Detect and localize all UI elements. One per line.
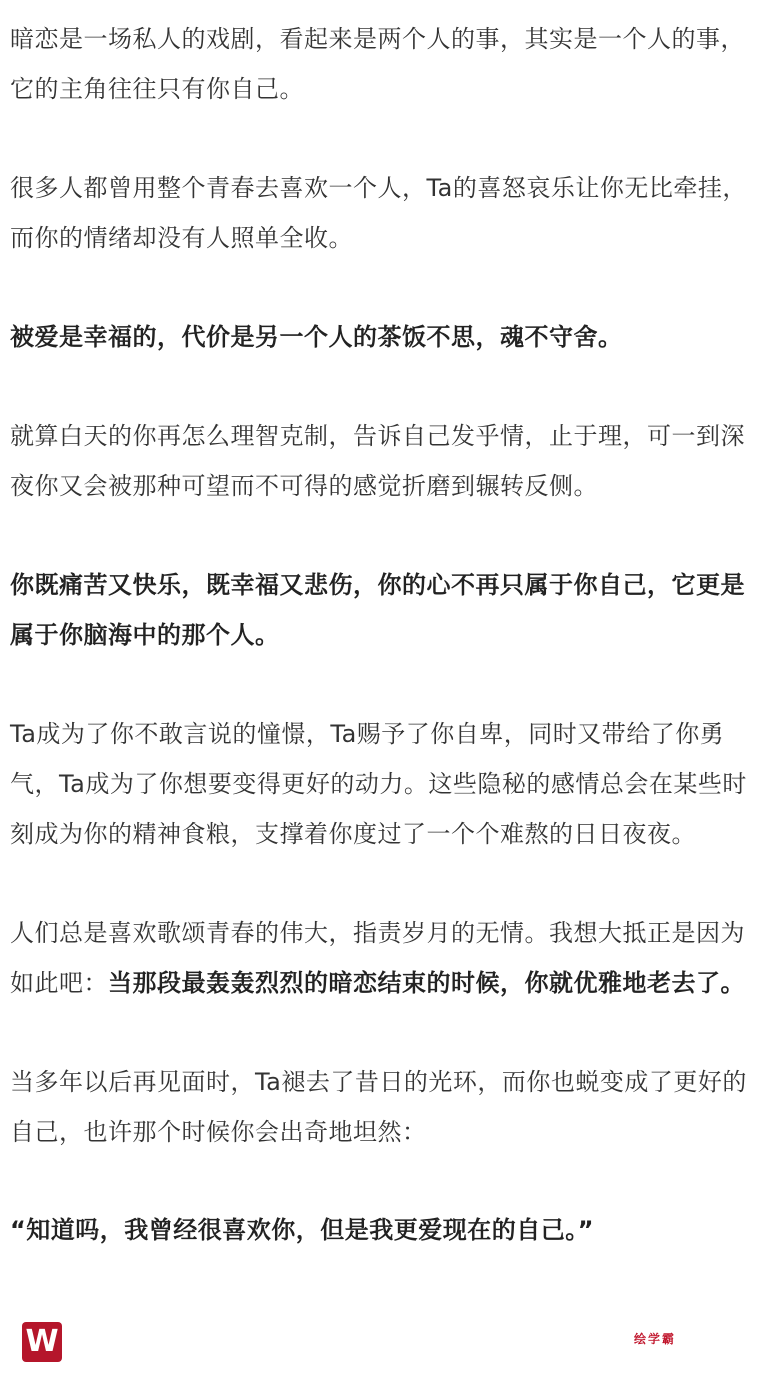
paragraph-spacer — [10, 1008, 762, 1057]
watermark-text: 绘学霸 — [634, 1332, 677, 1346]
paragraph-spacer — [10, 1157, 762, 1205]
paragraph-8: 当多年以后再见面时，Ta褪去了昔日的光环，而你也蜕变成了更好的自己，也许那个时候你会出奇地坦然： — [10, 1068, 747, 1146]
paragraph-spacer — [10, 859, 762, 908]
paragraph-6: Ta成为了你不敢言说的憧憬，Ta赐予了你自卑，同时又带给了你勇气，Ta成为了你想要变得更好的动力。这些隐秘的感情总会在某些时刻成为你的精神食粮，支撑着你度过了一个个难熬的日日夜夜。 — [10, 720, 747, 848]
paragraph-9-quote: “知道吗，我曾经很喜欢你，但是我更爱现在的自己。” — [10, 1216, 595, 1244]
watermark-logo-icon: W — [22, 1322, 62, 1362]
paragraph-spacer — [10, 362, 762, 411]
paragraph-7-normal-text: 人们总是喜欢歌颂青春的伟大，指责岁月的无情。我想大抵正是因为如此吧： — [10, 919, 745, 997]
paragraph-2: 很多人都曾用整个青春去喜欢一个人，Ta的喜怒哀乐让你无比牵挂，而你的情绪却没有人照单全收。 — [10, 174, 747, 252]
article-body — [10, 14, 762, 1255]
paragraph-spacer — [10, 263, 762, 312]
paragraph-7-bold-text: 当那段最轰轰烈烈的暗恋结束的时候，你就优雅地老去了。 — [108, 969, 745, 997]
paragraph-7 — [10, 908, 762, 1008]
paragraph-spacer — [10, 511, 762, 560]
paragraph-3: 被爱是幸福的，代价是另一个人的茶饭不思，魂不守舍。 — [10, 323, 623, 351]
paragraph-spacer — [10, 660, 762, 709]
paragraph-5: 你既痛苦又快乐，既幸福又悲伤，你的心不再只属于你自己，它更是属于你脑海中的那个人。 — [10, 571, 745, 649]
paragraph-spacer — [10, 114, 762, 163]
paragraph-4: 就算白天的你再怎么理智克制，告诉自己发乎情，止于理，可一到深夜你又会被那种可望而不可得的感觉折磨到辗转反侧。 — [10, 422, 745, 500]
paragraph-1: 暗恋是一场私人的戏剧，看起来是两个人的事，其实是一个人的事，它的主角往往只有你自己。 — [10, 25, 745, 103]
